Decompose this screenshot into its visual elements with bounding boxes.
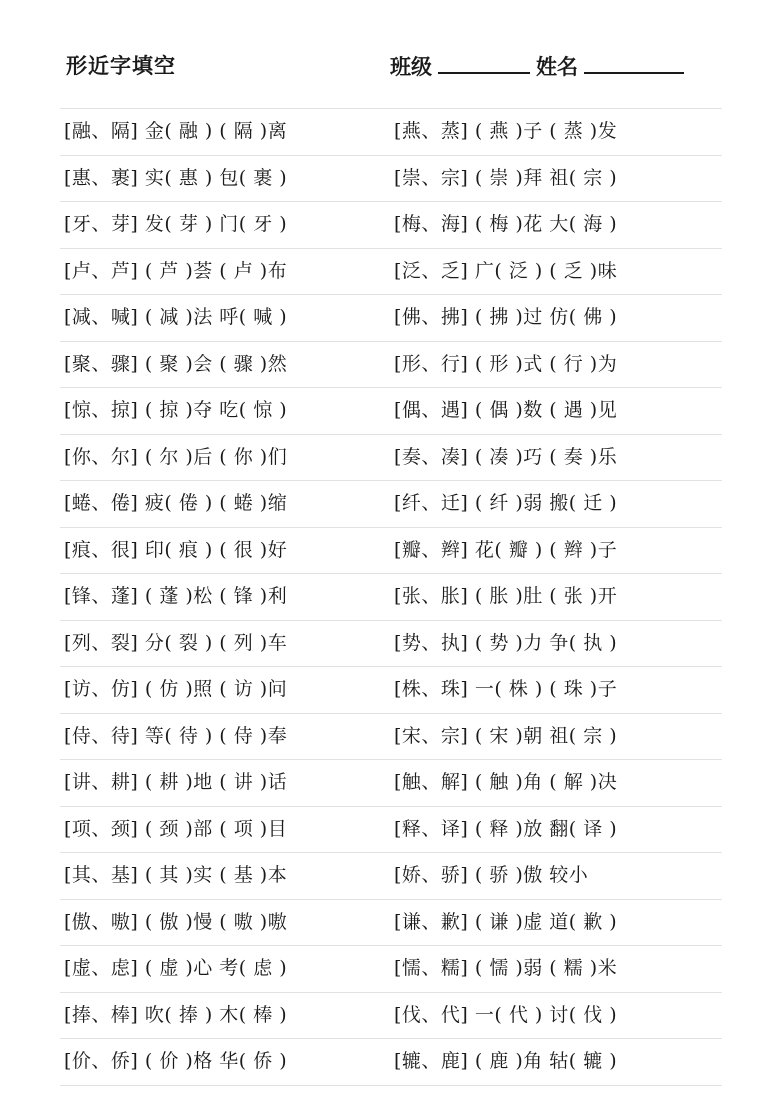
exercise-right: [株、珠] 一( 株 ) ( 珠 )子 xyxy=(394,678,618,700)
exercise-right: [佛、拂] ( 拂 )过 仿( 佛 ) xyxy=(394,306,618,328)
exercise-row xyxy=(60,945,722,992)
exercise-left: [惠、裹] 实( 惠 ) 包( 裹 ) xyxy=(64,166,288,189)
worksheet-header xyxy=(0,50,780,86)
exercise-right: [释、译] ( 释 )放 翻( 译 ) xyxy=(394,817,618,840)
exercise-row xyxy=(60,108,722,155)
class-blank[interactable] xyxy=(438,50,530,74)
exercise-left: [蜷、倦] 疲( 倦 ) ( 蜷 )缩 xyxy=(64,492,288,514)
exercise-left: [列、裂] 分( 裂 ) ( 列 )车 xyxy=(64,631,288,654)
exercise-row xyxy=(60,666,722,713)
exercise-row xyxy=(60,201,722,248)
exercise-row xyxy=(60,573,722,620)
exercise-left: [其、基] ( 其 )实 ( 基 )本 xyxy=(64,864,288,886)
exercise-right: [懦、糯] ( 懦 )弱 ( 糯 )米 xyxy=(394,957,618,979)
exercise-left: [价、侨] ( 价 )格 华( 侨 ) xyxy=(64,1050,288,1072)
exercise-left: [聚、骤] ( 聚 )会 ( 骤 )然 xyxy=(64,352,288,375)
exercise-right: [燕、蒸] ( 燕 )子 ( 蒸 )发 xyxy=(394,120,618,142)
exercise-left: [傲、嗷] ( 傲 )慢 ( 嗷 )嗷 xyxy=(64,910,288,933)
exercise-right: [伐、代] 一( 代 ) 讨( 伐 ) xyxy=(394,1003,618,1026)
exercise-right: [泛、乏] 广( 泛 ) ( 乏 )味 xyxy=(394,259,618,282)
exercise-right: [梅、海] ( 梅 )花 大( 海 ) xyxy=(394,213,618,235)
exercise-left: [侍、待] 等( 待 ) ( 侍 )奉 xyxy=(64,724,288,747)
student-info xyxy=(390,50,690,81)
class-label: 班级 xyxy=(390,55,432,79)
exercise-row xyxy=(60,387,722,434)
exercise-row xyxy=(60,759,722,806)
name-blank[interactable] xyxy=(584,50,684,74)
exercise-row xyxy=(60,294,722,341)
exercise-left: [锋、蓬] ( 蓬 )松 ( 锋 )利 xyxy=(64,585,288,607)
exercise-row xyxy=(60,480,722,527)
exercise-right: [崇、宗] ( 崇 )拜 祖( 宗 ) xyxy=(394,166,618,189)
worksheet-title: 形近字填空 xyxy=(66,54,176,78)
exercise-left: [痕、很] 印( 痕 ) ( 很 )好 xyxy=(64,538,288,561)
exercise-row xyxy=(60,434,722,481)
exercise-row xyxy=(60,620,722,667)
exercise-row xyxy=(60,852,722,899)
exercise-right: [偶、遇] ( 偶 )数 ( 遇 )见 xyxy=(394,399,618,421)
exercise-left: [捧、棒] 吹( 捧 ) 木( 棒 ) xyxy=(64,1003,288,1026)
exercise-right: [触、解] ( 触 )角 ( 解 )决 xyxy=(394,771,618,793)
exercise-left: [你、尔] ( 尔 )后 ( 你 )们 xyxy=(64,445,288,468)
exercise-right: [谦、歉] ( 谦 )虚 道( 歉 ) xyxy=(394,910,618,933)
exercise-row xyxy=(60,248,722,295)
exercise-right: [瓣、辫] 花( 瓣 ) ( 辫 )子 xyxy=(394,538,618,561)
exercise-row xyxy=(60,992,722,1039)
exercise-right: [奏、凑] ( 凑 )巧 ( 奏 )乐 xyxy=(394,445,618,468)
exercise-right: [张、胀] ( 胀 )肚 ( 张 )开 xyxy=(394,585,618,607)
exercise-left: [惊、掠] ( 掠 )夺 吃( 惊 ) xyxy=(64,399,288,421)
exercise-right: [宋、宗] ( 宋 )朝 祖( 宗 ) xyxy=(394,724,618,747)
exercise-row xyxy=(60,713,722,760)
exercise-rows xyxy=(60,108,722,1086)
exercise-row xyxy=(60,806,722,853)
exercise-right: [势、执] ( 势 )力 争( 执 ) xyxy=(394,631,618,654)
exercise-left: [融、隔] 金( 融 ) ( 隔 )离 xyxy=(64,120,288,142)
exercise-left: [减、喊] ( 减 )法 呼( 喊 ) xyxy=(64,306,288,328)
exercise-right: [纤、迁] ( 纤 )弱 搬( 迁 ) xyxy=(394,492,618,514)
exercise-right: [形、行] ( 形 )式 ( 行 )为 xyxy=(394,352,618,375)
exercise-row xyxy=(60,527,722,574)
exercise-left: [项、颈] ( 颈 )部 ( 项 )目 xyxy=(64,817,288,840)
exercise-left: [讲、耕] ( 耕 )地 ( 讲 )话 xyxy=(64,771,288,793)
exercise-right: [娇、骄] ( 骄 )傲 较小 xyxy=(394,864,589,886)
exercise-row xyxy=(60,155,722,202)
exercise-left: [虚、虑] ( 虚 )心 考( 虑 ) xyxy=(64,957,288,979)
exercise-left: [牙、芽] 发( 芽 ) 门( 牙 ) xyxy=(64,213,288,235)
name-label: 姓名 xyxy=(536,55,578,79)
exercise-right: [辘、鹿] ( 鹿 )角 轱( 辘 ) xyxy=(394,1050,618,1072)
exercise-left: [访、仿] ( 仿 )照 ( 访 )问 xyxy=(64,678,288,700)
exercise-row xyxy=(60,341,722,388)
exercise-row xyxy=(60,899,722,946)
exercise-left: [卢、芦] ( 芦 )荟 ( 卢 )布 xyxy=(64,259,288,282)
exercise-row xyxy=(60,1038,722,1086)
